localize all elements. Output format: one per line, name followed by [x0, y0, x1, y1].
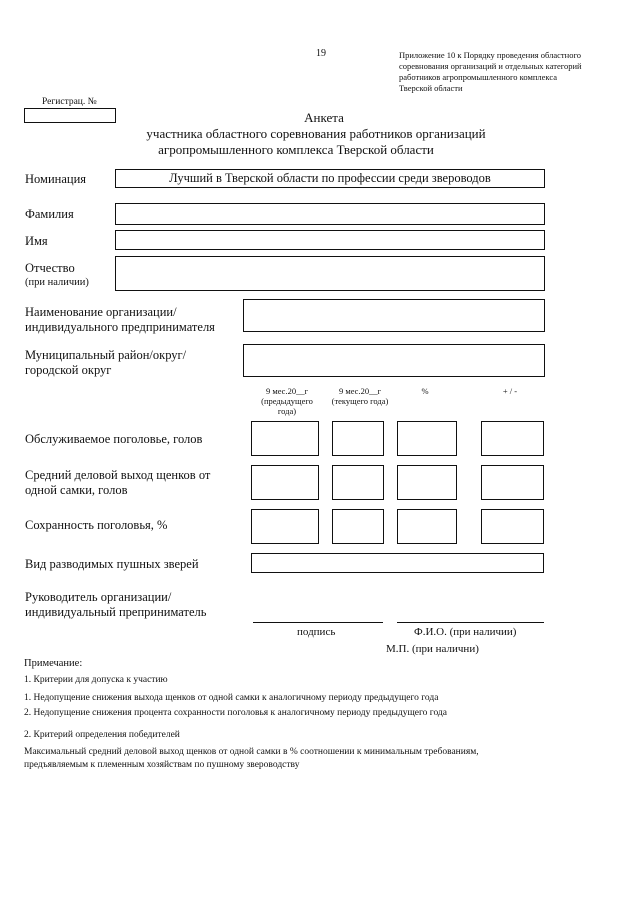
district-label	[25, 348, 186, 378]
column-header-line: (текущего года)	[331, 396, 389, 406]
column-header-current-year	[320, 386, 400, 406]
label-line: Руководитель организации/	[25, 590, 172, 604]
signature-line[interactable]	[253, 622, 383, 623]
column-header-line: (предыдущего	[261, 396, 313, 406]
name-field[interactable]	[115, 230, 545, 250]
cell-yield-prev[interactable]	[251, 465, 319, 500]
organization-label	[25, 305, 215, 335]
criteria-item-2: 2. Недопущение снижения процента сохранности поголовья к аналогичному периоду предыдущего года	[24, 708, 447, 718]
column-header-difference: + / -	[502, 386, 518, 396]
label-line: городской округ	[25, 363, 112, 377]
appendix-line: Тверской области	[399, 83, 463, 93]
label-line: Средний деловой выход щенков от	[25, 468, 211, 482]
title-line: Анкета	[304, 110, 344, 125]
stamp-caption: М.П. (при налични)	[386, 643, 479, 655]
text-line: Максимальный средний деловой выход щенков от одной самки в % соотношении к минимальным требованиям,	[24, 747, 479, 757]
cell-livestock-diff[interactable]	[481, 421, 544, 456]
nomination-field[interactable]: Лучший в Тверской области по профессии среди звероводов	[115, 169, 545, 188]
label-line: Наименование организации/	[25, 305, 177, 319]
label-line: одной самки, голов	[25, 483, 128, 497]
criteria-winners-text	[24, 746, 479, 772]
text-line: предъявляемым к племенным хозяйствам по пушному звероводству	[24, 760, 300, 770]
fio-caption: Ф.И.О. (при наличии)	[414, 626, 517, 638]
patronymic-sublabel: (при наличии)	[25, 277, 89, 288]
signature-caption: подпись	[297, 626, 336, 638]
cell-livestock-prev[interactable]	[251, 421, 319, 456]
fio-line[interactable]	[397, 622, 544, 623]
nomination-label: Номинация	[25, 172, 87, 186]
cell-yield-diff[interactable]	[481, 465, 544, 500]
cell-survival-diff[interactable]	[481, 509, 544, 544]
column-header-line: 9 мес.20__г	[265, 386, 309, 396]
district-field[interactable]	[243, 344, 545, 377]
cell-survival-percent[interactable]	[397, 509, 457, 544]
surname-field[interactable]	[115, 203, 545, 225]
label-line: индивидуальный преприниматель	[25, 605, 207, 619]
surname-label: Фамилия	[25, 207, 74, 221]
form-title	[0, 110, 640, 158]
column-header-line: года)	[277, 406, 297, 416]
name-label: Имя	[25, 234, 48, 248]
row-label-survival: Сохранность поголовья, %	[25, 518, 168, 532]
cell-livestock-percent[interactable]	[397, 421, 457, 456]
page-number: 19	[316, 48, 326, 59]
title-line: агропромышленного комплекса Тверской области	[158, 142, 434, 157]
title-line: участника областного соревнования работников организаций	[146, 126, 486, 141]
patronymic-field[interactable]	[115, 256, 545, 291]
organization-field[interactable]	[243, 299, 545, 332]
patronymic-label: Отчество	[25, 261, 75, 275]
criteria-admission-heading: 1. Критерии для допуска к участию	[24, 675, 168, 685]
cell-survival-current[interactable]	[332, 509, 384, 544]
row-label-puppy-yield	[25, 468, 210, 498]
label-line: Муниципальный район/округ/	[25, 348, 187, 362]
appendix-line: Приложение 10 к Порядку проведения областного	[399, 50, 581, 60]
appendix-line: работников агропромышленного комплекса	[399, 72, 557, 82]
appendix-note	[399, 50, 634, 94]
species-field[interactable]	[251, 553, 544, 573]
cell-yield-current[interactable]	[332, 465, 384, 500]
cell-survival-prev[interactable]	[251, 509, 319, 544]
column-header-line: 9 мес.20__г	[338, 386, 382, 396]
registration-label: Регистрац. №	[42, 97, 97, 107]
column-header-percent: %	[421, 386, 429, 396]
notes-heading: Примечание:	[24, 658, 83, 669]
criteria-winners-heading: 2. Критерий определения победителей	[24, 730, 180, 740]
column-header-prev-year	[248, 386, 326, 416]
head-label	[25, 590, 206, 620]
label-line: индивидуального предпринимателя	[25, 320, 215, 334]
criteria-item-1: 1. Недопущение снижения выхода щенков от одной самки к аналогичному периоду предыдущего года	[24, 693, 439, 703]
cell-livestock-current[interactable]	[332, 421, 384, 456]
cell-yield-percent[interactable]	[397, 465, 457, 500]
appendix-line: соревнования организаций и отдельных категорий	[399, 61, 582, 71]
row-label-livestock: Обслуживаемое поголовье, голов	[25, 432, 203, 446]
species-label: Вид разводимых пушных зверей	[25, 557, 199, 571]
